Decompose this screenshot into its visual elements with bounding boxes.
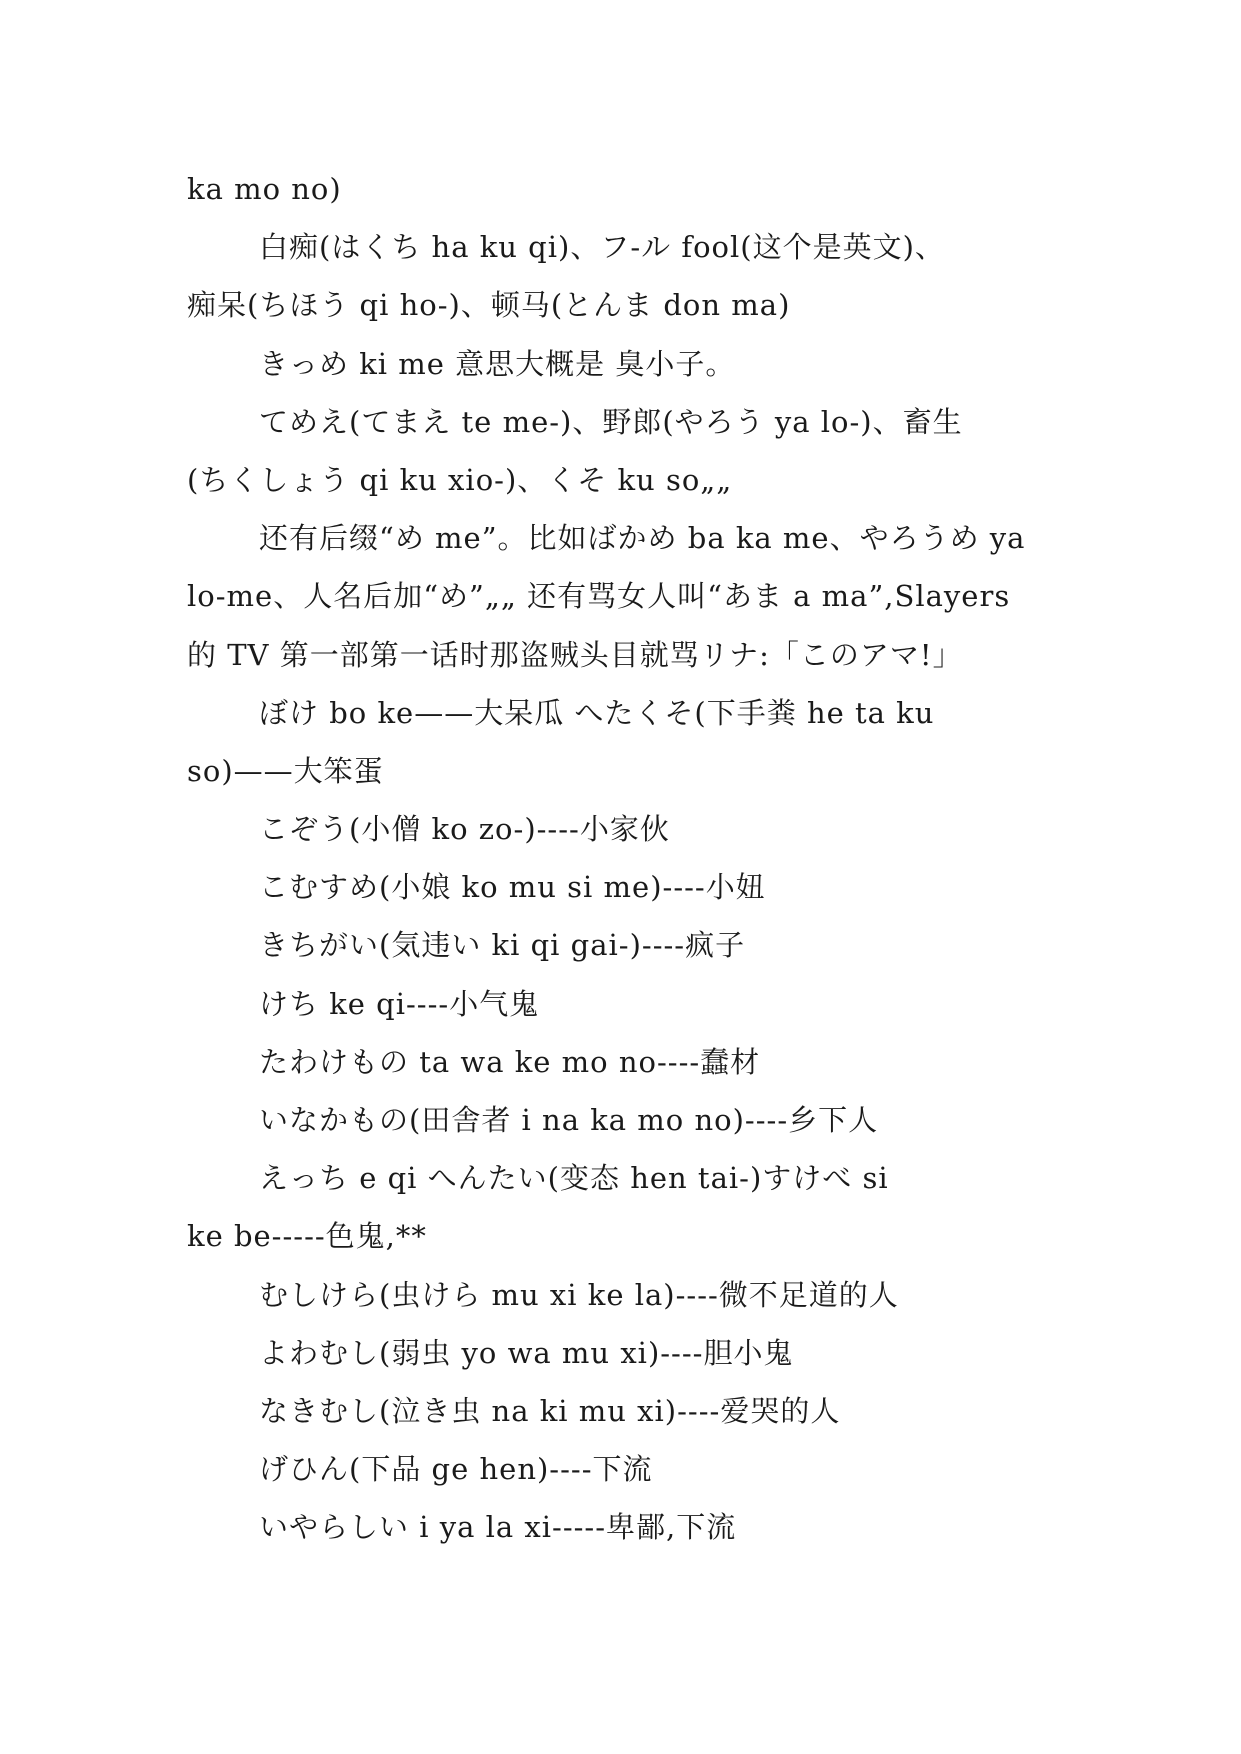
text-line: なきむし(泣き虫 na ki mu xi)----爱哭的人: [259, 1393, 841, 1428]
text-line: きっめ ki me 意思大概是 臭小子。: [259, 346, 736, 381]
text-line: いやらしい i ya la xi-----卑鄙,下流: [259, 1510, 737, 1545]
text-line: けち ke qi----小气鬼: [259, 986, 540, 1021]
text-line: 还有后缀“め me”。比如ばかめ ba ka me、やろうめ ya: [259, 521, 1026, 556]
text-line: えっち e qi へんたい(变态 hen tai-)すけべ si: [259, 1161, 889, 1196]
text-line: ぼけ bo ke——大呆瓜 へたくそ(下手粪 he ta ku: [259, 695, 935, 730]
text-line: げひん(下品 ge hen)----下流: [259, 1452, 653, 1487]
text-line: lo-me、人名后加“め”„„ 还有骂女人叫“あま a ma”,Slayers: [187, 579, 1011, 614]
text-line: ka mo no): [187, 172, 342, 206]
text-line: よわむし(弱虫 yo wa mu xi)----胆小鬼: [259, 1335, 794, 1370]
text-line: so)——大笨蛋: [187, 753, 384, 788]
text-line: こぞう(小僧 ko zo-)----小家伙: [259, 812, 670, 847]
text-line: いなかもの(田舎者 i na ka mo no)----乡下人: [259, 1103, 879, 1137]
text-line: きちがい(気违い ki qi gai-)----疯子: [259, 928, 746, 963]
text-line: こむすめ(小娘 ko mu si me)----小妞: [259, 870, 766, 905]
text-line: 白痴(はくち ha ku qi)、フ-ル fool(这个是英文)、: [259, 230, 945, 265]
text-line: 痴呆(ちほう qi ho-)、顿马(とんま don ma): [187, 288, 791, 323]
text-line: たわけもの ta wa ke mo no----蠢材: [259, 1044, 761, 1079]
text-line: 的 TV 第一部第一话时那盗贼头目就骂リナ:「このアマ!」: [187, 637, 963, 672]
text-line: (ちくしょう qi ku xio-)、くそ ku so„„: [187, 462, 733, 497]
text-line: てめえ(てまえ te me-)、野郎(やろう ya lo-)、畜生: [259, 404, 963, 439]
text-line: むしけら(虫けら mu xi ke la)----微不足道的人: [259, 1277, 899, 1312]
text-line: ke be-----色鬼,**: [187, 1219, 427, 1254]
document-body: [187, 160, 1057, 1557]
